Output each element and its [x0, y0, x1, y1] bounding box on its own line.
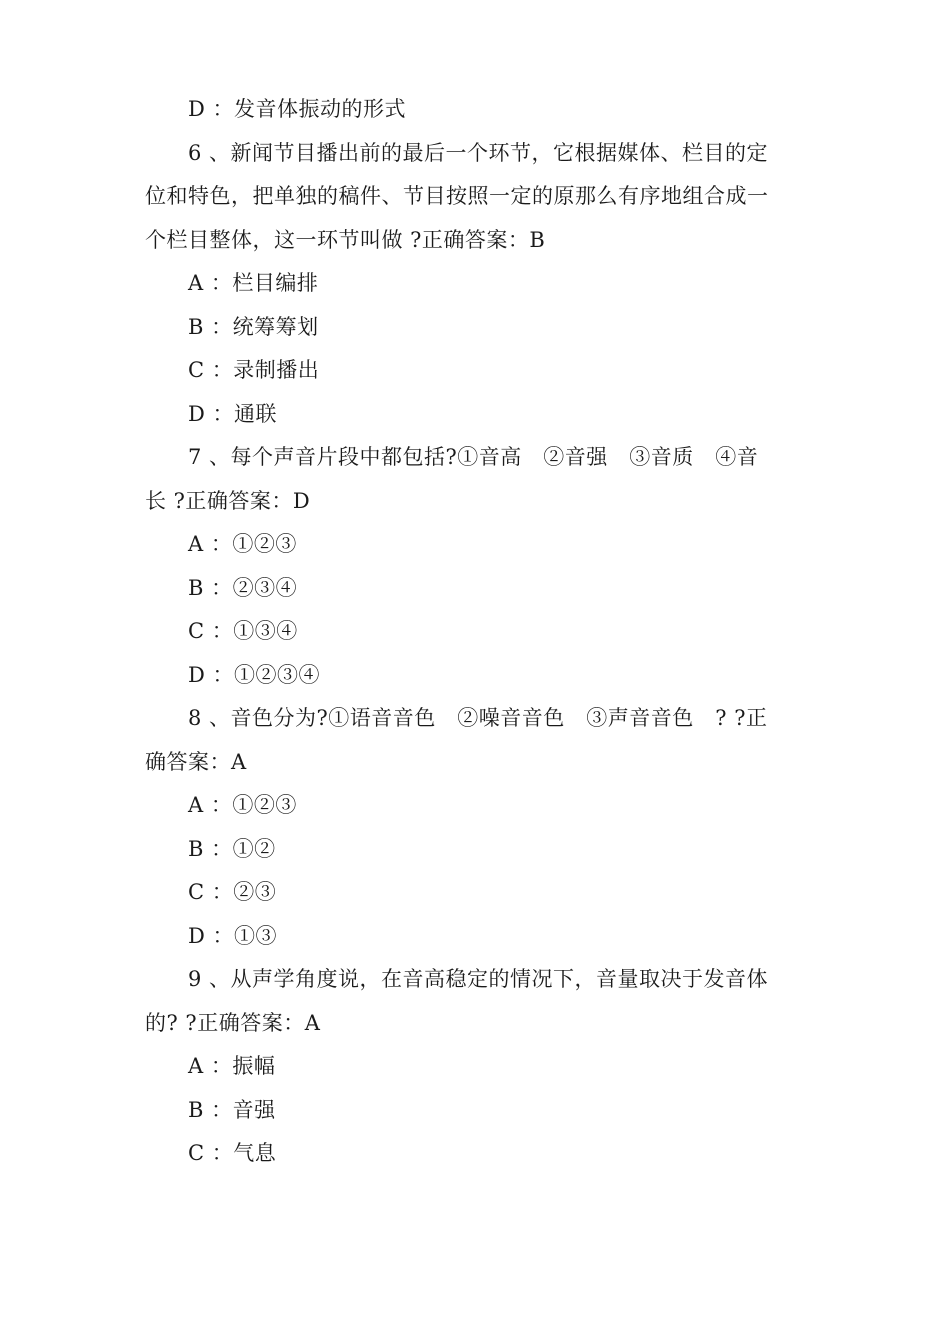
option-text: D ：①②③④	[188, 662, 321, 687]
option-text: C ：气息	[188, 1141, 277, 1165]
option-text: B ：①②	[188, 836, 276, 861]
option-text: B ：统筹筹划	[188, 314, 319, 339]
option-text: A ：①②③	[188, 532, 297, 556]
document-page	[0, 88, 950, 1176]
option-text: C ：录制播出	[188, 358, 320, 382]
option-text: D ：发音体振动的形式	[188, 97, 407, 121]
question-text-continued: 位和特色，把单独的稿件、节目按照一定的原那么有序地组合成一	[145, 184, 769, 208]
question-text-continued: 个栏目整体，这一环节叫做 ?正确答案：B	[145, 227, 546, 252]
option-text: C ：②③	[188, 880, 277, 904]
option-text: C ：①③④	[188, 619, 298, 643]
question-text: 9 、从声学角度说，在音高稳定的情况下，音量取决于发音体	[188, 967, 769, 991]
option-text: A ：栏目编排	[188, 271, 319, 295]
question-text: 8 、音色分为?①语音音色 ②噪音音色 ③声音音色 ? ?正	[188, 706, 768, 730]
option-text: D ：通联	[188, 401, 278, 426]
option-text: A ：①②③	[188, 793, 297, 817]
question-text: 6 、新闻节目播出前的最后一个环节，它根据媒体、栏目的定	[188, 140, 769, 165]
option-text: D ：①③	[188, 923, 278, 948]
question-text-continued: 确答案：A	[145, 749, 247, 774]
question-text-continued: 的? ?正确答案：A	[145, 1010, 321, 1035]
option-text: B ：②③④	[188, 575, 298, 600]
question-text-continued: 长 ?正确答案：D	[145, 488, 311, 513]
question-text: 7 、每个声音片段中都包括?①音高 ②音强 ③音质 ④音	[188, 445, 759, 469]
option-text: B ：音强	[188, 1097, 276, 1122]
option-text: A ：振幅	[188, 1054, 276, 1078]
